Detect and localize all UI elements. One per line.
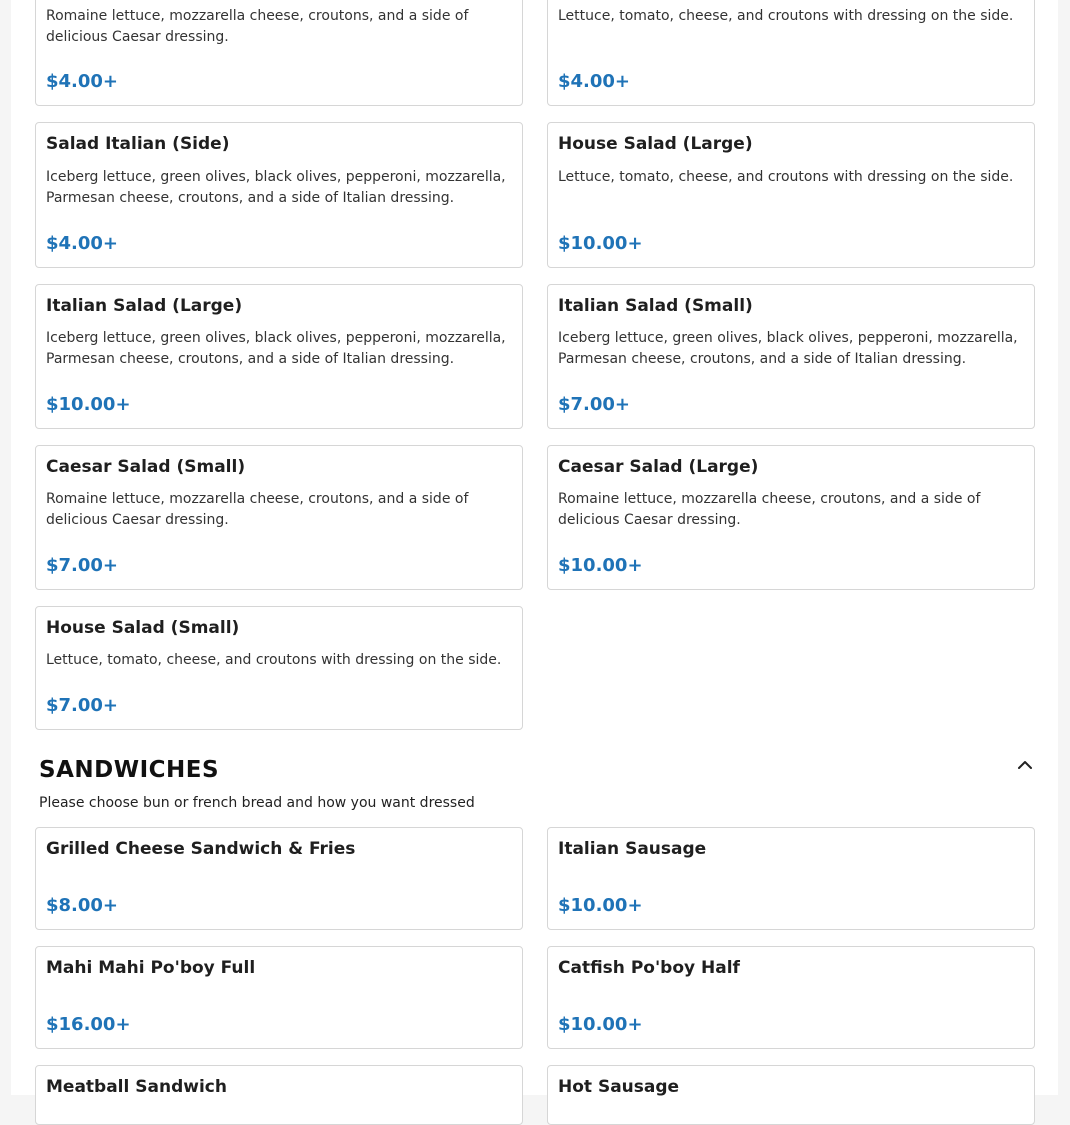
item-price: $4.00+ [558, 71, 631, 92]
item-name: Caesar Salad (Large) [558, 457, 759, 477]
item-name: Italian Salad (Large) [46, 296, 243, 316]
item-name: Mahi Mahi Po'boy Full [46, 958, 256, 978]
item-name: Italian Sausage [558, 839, 707, 859]
section-subtitle: Please choose bun or french bread and how you want dressed [39, 795, 475, 811]
menu-item-card[interactable] [547, 827, 1035, 930]
item-description: Iceberg lettuce, green olives, black olives, pepperoni, mozzarella, Parmesan cheese, croutons, and a side of Italian dressing. [46, 169, 506, 206]
item-price: $4.00+ [46, 233, 119, 254]
item-description: Romaine lettuce, mozzarella cheese, croutons, and a side of delicious Caesar dressing. [46, 8, 469, 45]
item-name: House Salad (Small) [46, 618, 240, 638]
menu-item-card[interactable] [35, 946, 523, 1049]
item-price: $10.00+ [558, 1014, 643, 1035]
menu-item-card[interactable] [547, 445, 1035, 590]
item-description: Iceberg lettuce, green olives, black olives, pepperoni, mozzarella, Parmesan cheese, croutons, and a side of Italian dressing. [558, 330, 1018, 367]
item-description: Lettuce, tomato, cheese, and croutons with dressing on the side. [558, 169, 1014, 185]
item-name: Meatball Sandwich [46, 1077, 227, 1097]
item-name: Salad Italian (Side) [46, 134, 230, 154]
menu-item-card[interactable] [35, 1065, 523, 1125]
menu-item-card[interactable] [547, 284, 1035, 429]
menu-item-card[interactable] [35, 606, 523, 730]
section-title: SANDWICHES [39, 757, 220, 783]
item-price: $10.00+ [558, 555, 643, 576]
menu-item-card[interactable] [35, 0, 523, 106]
item-price: $7.00+ [46, 555, 119, 576]
menu-item-card[interactable] [35, 445, 523, 590]
menu-item-card[interactable] [547, 0, 1035, 106]
item-description: Iceberg lettuce, green olives, black olives, pepperoni, mozzarella, Parmesan cheese, croutons, and a side of Italian dressing. [46, 330, 506, 367]
item-price: $4.00+ [46, 71, 119, 92]
menu-item-card[interactable] [547, 1065, 1035, 1125]
menu-item-card[interactable] [547, 122, 1035, 268]
item-name: Italian Salad (Small) [558, 296, 753, 316]
item-price: $10.00+ [558, 233, 643, 254]
item-price: $10.00+ [46, 394, 131, 415]
item-name: Catfish Po'boy Half [558, 958, 740, 978]
item-description: Romaine lettuce, mozzarella cheese, croutons, and a side of delicious Caesar dressing. [46, 491, 469, 528]
item-price: $8.00+ [46, 895, 119, 916]
menu-item-card[interactable] [35, 827, 523, 930]
item-description: Lettuce, tomato, cheese, and croutons with dressing on the side. [558, 8, 1014, 24]
menu-page [11, 0, 1058, 1095]
chevron-up-icon[interactable] [1015, 755, 1035, 775]
item-description: Lettuce, tomato, cheese, and croutons with dressing on the side. [46, 652, 502, 668]
menu-item-card[interactable] [547, 946, 1035, 1049]
item-name: Hot Sausage [558, 1077, 680, 1097]
menu-item-card[interactable] [35, 122, 523, 268]
item-name: Grilled Cheese Sandwich & Fries [46, 839, 356, 859]
item-name: House Salad (Large) [558, 134, 753, 154]
item-price: $10.00+ [558, 895, 643, 916]
item-price: $7.00+ [46, 695, 119, 716]
item-price: $16.00+ [46, 1014, 131, 1035]
item-price: $7.00+ [558, 394, 631, 415]
item-description: Romaine lettuce, mozzarella cheese, croutons, and a side of delicious Caesar dressing. [558, 491, 981, 528]
menu-item-card[interactable] [35, 284, 523, 429]
item-name: Caesar Salad (Small) [46, 457, 246, 477]
